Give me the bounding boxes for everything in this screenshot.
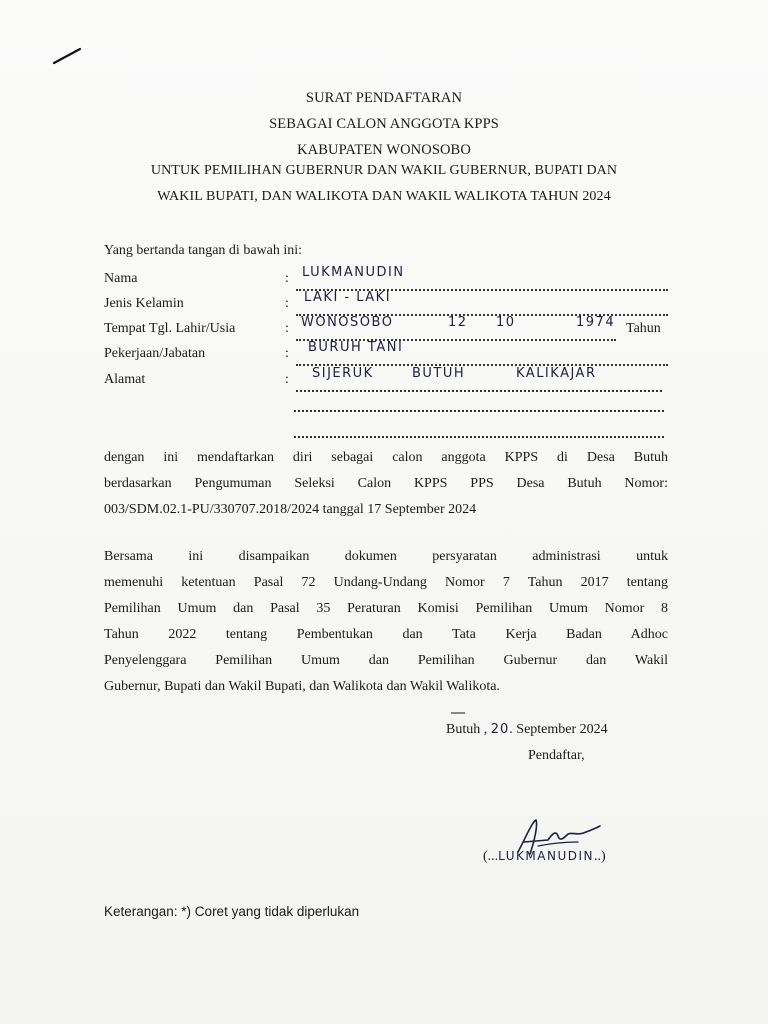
paragraph-line: dengan ini mendaftarkan diri sebagai calon anggota KPPS di Desa Butuh <box>104 450 668 465</box>
field-alamat-part1: SIJERUK <box>312 366 374 381</box>
title-line-1: SURAT PENDAFTARAN <box>305 90 463 106</box>
title-line-5: WAKIL BUPATI, DAN WALIKOTA DAN WAKIL WALIKOTA TAHUN 2024 <box>157 189 611 204</box>
documents-paragraph <box>104 544 668 700</box>
paragraph-line: Tahun 2022 tentang Pembentukan dan Tata Kerja Badan Adhoc <box>104 627 668 642</box>
field-nama-label: Nama <box>104 271 138 286</box>
date-month-year: September 2024 <box>516 722 608 737</box>
field-alamat-part3: KALIKAJAR <box>516 366 597 381</box>
field-ttl-place: WONOSOBO <box>301 315 394 330</box>
field-jenis-kelamin-label: Jenis Kelamin <box>104 296 184 311</box>
date-line: Butuh , 20. September 2024 <box>446 722 608 737</box>
signer-open: (... <box>483 849 499 864</box>
field-ttl-day: 12 <box>448 315 468 330</box>
field-nama-value: LUKMANUDIN <box>302 265 405 280</box>
signer-name: LUKMANUDIN <box>498 849 594 863</box>
field-ttl-month: 10 <box>496 315 516 330</box>
field-alamat-part2: BUTUH <box>412 366 466 381</box>
signer-name-line <box>483 849 606 865</box>
field-ttl-suffix: Tahun <box>626 321 661 336</box>
field-ttl-year: 1974 <box>576 315 616 330</box>
field-colon: : <box>285 296 289 311</box>
intro-text: Yang bertanda tangan di bawah ini: <box>104 243 303 258</box>
field-colon: : <box>285 346 289 361</box>
paragraph-line: 003/SDM.02.1-PU/330707.2018/2024 tanggal 17 September 2024 <box>104 502 477 517</box>
pen-stroke-mark <box>52 46 82 66</box>
pen-dash-mark <box>451 712 465 714</box>
signer-close: ..) <box>594 849 606 864</box>
paragraph-line: Bersama ini disampaikan dokumen persyaratan administrasi untuk <box>104 549 668 564</box>
keterangan-note: Keterangan: *) Coret yang tidak diperlukan <box>104 904 360 919</box>
title-line-4: UNTUK PEMILIHAN GUBERNUR DAN WAKIL GUBERNUR, BUPATI DAN <box>150 163 618 178</box>
pendaftar-label: Pendaftar, <box>528 748 585 763</box>
paragraph-line: Pemilihan Umum dan Pasal 35 Peraturan Komisi Pemilihan Umum Nomor 8 <box>104 601 668 616</box>
paragraph-line: berdasarkan Pengumuman Seleksi Calon KPPS PPS Desa Butuh Nomor: <box>104 476 668 491</box>
field-alamat-label: Alamat <box>104 372 146 387</box>
field-colon: : <box>285 321 289 336</box>
field-colon: : <box>285 372 289 387</box>
paragraph-line: Penyelenggara Pemilihan Umum dan Pemilihan Gubernur dan Wakil <box>104 653 668 668</box>
field-colon: : <box>285 271 289 286</box>
field-pekerjaan <box>104 340 668 368</box>
field-ttl-label: Tempat Tgl. Lahir/Usia <box>104 321 236 336</box>
paragraph-line: memenuhi ketentuan Pasal 72 Undang-Undang Nomor 7 Tahun 2017 tentang <box>104 575 668 590</box>
title-line-3: KABUPATEN WONOSOBO <box>297 142 471 158</box>
field-pekerjaan-label: Pekerjaan/Jabatan <box>104 346 206 361</box>
field-alamat <box>104 366 668 394</box>
alamat-extra-line-2 <box>294 422 664 438</box>
field-pekerjaan-value: BURUH TANI <box>308 340 404 355</box>
date-day: 20 <box>490 722 510 737</box>
alamat-extra-line-1 <box>294 396 664 412</box>
title-line-2: SEBAGAI CALON ANGGOTA KPPS <box>269 116 499 132</box>
registration-paragraph <box>104 445 668 523</box>
paragraph-line: Gubernur, Bupati dan Wakil Bupati, dan Walikota dan Wakil Walikota. <box>104 679 500 694</box>
field-jenis-kelamin-value: LAKI - LAKI <box>304 290 392 305</box>
date-place: Butuh , <box>446 722 488 737</box>
